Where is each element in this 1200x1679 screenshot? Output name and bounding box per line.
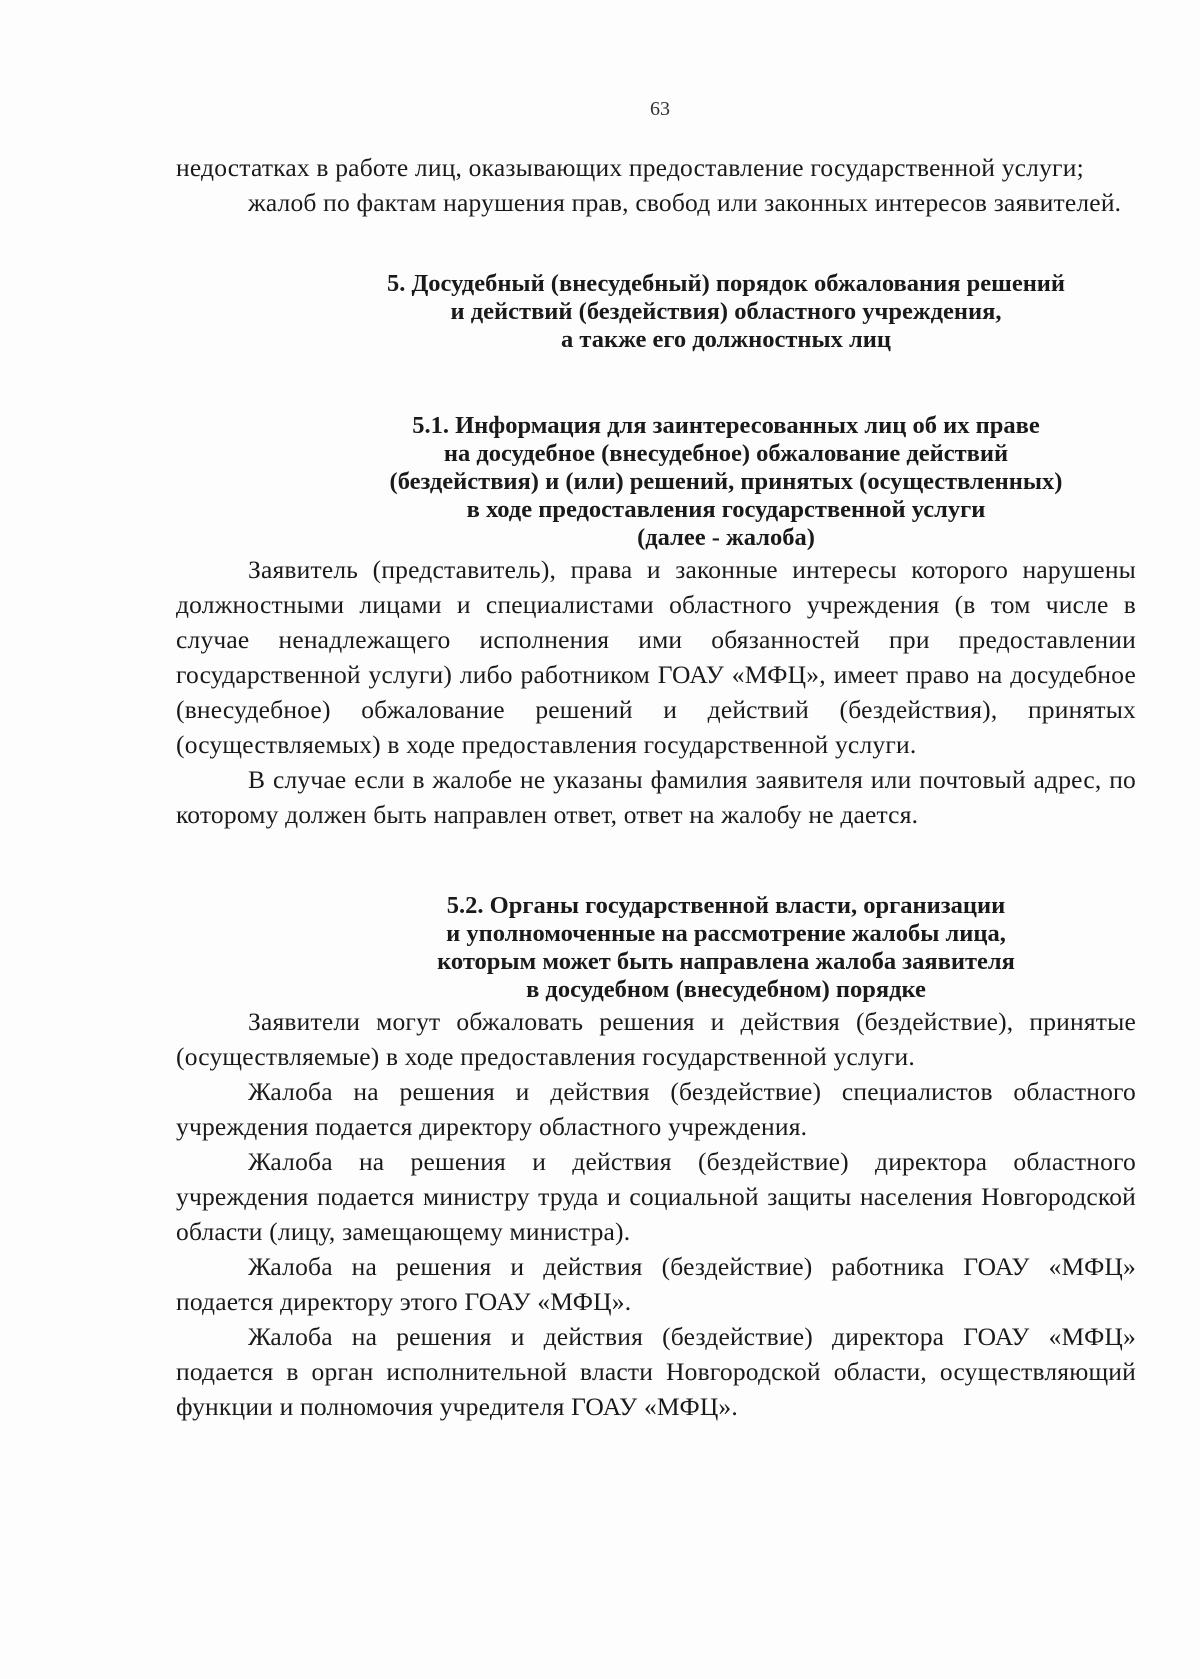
intro-paragraph-2: жалоб по фактам нарушения прав, свобод или законных интересов заявителей.: [248, 188, 1122, 217]
section-5-2-heading-line: в досудебном (внесудебном) порядке: [526, 976, 926, 1003]
section-5-1-paragraph: Заявитель (представитель), права и законные интересы которого нарушены должностными лицами и специалистами областного учреждения (в том числе в случае ненадлежащего исполнения ими обязанностей при предоставлении государственной услуги) либо работником ГОАУ «МФЦ», имеет право на досудебное (внесудебное) обжалование решений и действий (бездействия), принятых (осуществляемых) в ходе предоставления государственной услуги.: [176, 555, 1136, 759]
section-5-2-paragraph: Жалоба на решения и действия (бездействие) директора областного учреждения подается министру труда и социальной защиты населения Новгородской области (лицу, замещающему министра).: [176, 1147, 1136, 1246]
section-5-2-heading: [176, 892, 1136, 1004]
section-5-heading-line: и действий (бездействия) областного учреждения,: [450, 298, 1002, 325]
page-number: 63: [650, 98, 670, 120]
section-5-1-heading-line: в ходе предоставления государственной услуги: [466, 496, 986, 523]
section-5-1-heading-line: 5.1. Информация для заинтересованных лиц об их праве: [412, 412, 1040, 439]
section-5-1-heading-line: на досудебное (внесудебное) обжалование действий: [443, 440, 1009, 467]
section-5-2-heading-line: и уполномоченные на рассмотрение жалобы лица,: [446, 920, 1006, 947]
section-5-2-heading-line: 5.2. Органы государственной власти, организации: [446, 892, 1006, 919]
section-5-1-paragraph: В случае если в жалобе не указаны фамилия заявителя или почтовый адрес, по которому должен быть направлен ответ, ответ на жалобу не дается.: [176, 765, 1136, 829]
section-5-2-paragraph: Жалоба на решения и действия (бездействие) директора ГОАУ «МФЦ» подается в орган исполнительной власти Новгородской области, осуществляющий функции и полномочия учредителя ГОАУ «МФЦ».: [176, 1322, 1136, 1421]
section-5-2-heading-line: которым может быть направлена жалоба заявителя: [437, 948, 1015, 975]
section-5-1-heading-line: (бездействия) и (или) решений, принятых (осуществленных): [389, 468, 1063, 495]
section-5-heading: [176, 270, 1136, 354]
page-content: [176, 150, 1136, 1424]
section-5-2-paragraph: Заявители могут обжаловать решения и действия (бездействие), принятые (осуществляемые) в ходе предоставления государственной услуги.: [176, 1007, 1136, 1071]
section-5-1-heading-line: (далее - жалоба): [637, 524, 815, 551]
section-5-2-paragraph: Жалоба на решения и действия (бездействие) специалистов областного учреждения подается директору областного учреждения.: [176, 1077, 1136, 1141]
intro-paragraph-1: недостатках в работе лиц, оказывающих предоставление государственной услуги;: [176, 153, 1084, 182]
section-5-heading-line: а также его должностных лиц: [561, 326, 891, 353]
section-5-1-heading: [176, 412, 1136, 552]
section-5-2-paragraph: Жалоба на решения и действия (бездействие) работника ГОАУ «МФЦ» подается директору этого ГОАУ «МФЦ».: [176, 1252, 1136, 1316]
section-5-heading-line: 5. Досудебный (внесудебный) порядок обжалования решений: [386, 270, 1066, 297]
